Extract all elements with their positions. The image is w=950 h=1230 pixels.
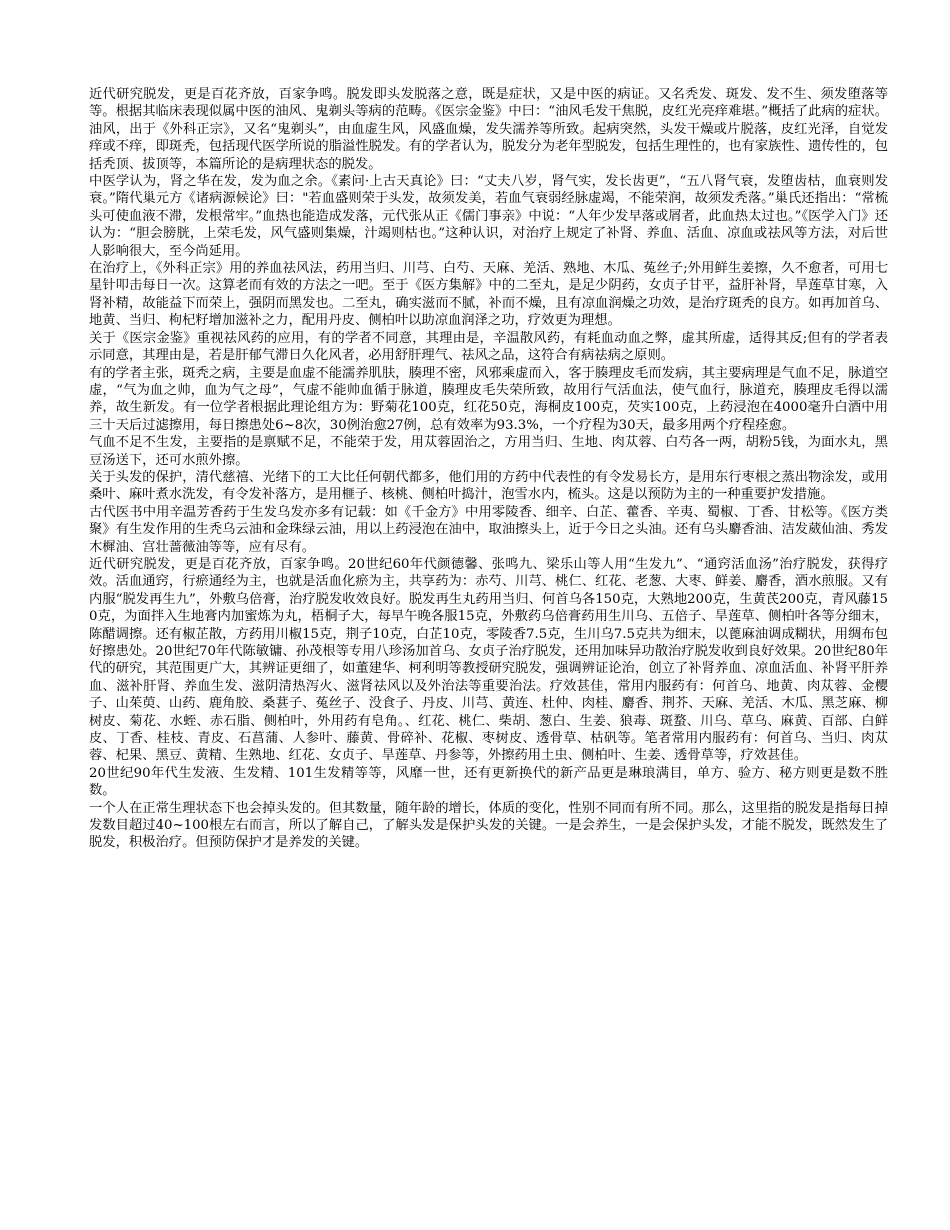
paragraph-6: 气血不足不生发，主要指的是禀赋不足，不能荣于发，用苁蓉固治之，方用当归、生地、肉苁蓉、白芍各一两，胡粉5钱，为面水丸，黑豆汤送下，还可水煎外擦。: [89, 435, 888, 468]
paragraph-1: 近代研究脱发，更是百花齐放，百家争鸣。脱发即头发脱落之意，既是症状，又是中医的病证。又名秃发、斑发、发不生、须发堕落等等。根据其临床表现似属中医的油风、鬼剃头等病的范畴。《医宗金鉴》中曰：“油风毛发干焦脱，皮红光亮痒难堪。”概括了此病的症状。油风，出于《外科正宗》，又名“鬼剃头”，由血虚生风，风盛血燥，发失濡养等所致。起病突然，头发干燥或片脱落，皮红光泽，自觉发痒或不痒，即斑秃，包括现代医学所说的脂溢性脱发。有的学者认为，脱发分为老年型脱发，包括生理性的，也有家族性、遗传性的，包括秃顶、拔顶等，本篇所论的是病理状态的脱发。: [89, 87, 888, 172]
article-body: [89, 86, 888, 852]
paragraph-2: 中医学认为，肾之华在发，发为血之余。《素问·上古天真论》曰：“丈夫八岁，肾气实，发长齿更”，“五八肾气衰，发堕齿枯，血衰则发衰。”隋代巢元方《诸病源候论》曰："若血盛则荣于头发，故须发美，若血气衰弱经脉虚竭，不能荣润，故须发秃落。”巢氏还指出：“常梳头可使血液不滞，发根常牢。”血热也能造成发落，元代张从正《儒门事亲》中说：“人年少发早落或屑者，此血热太过也。”《医学入门》还认为：“胆会膀胱，上荣毛发，风气盛则集燥，汁竭则枯也。”这种认识，对治疗上规定了补肾、养血、活血、凉血或祛风等方法，对后世人影响很大，至今尚延用。: [89, 174, 888, 259]
paragraph-5: 有的学者主张，斑秃之病，主要是血虚不能濡养肌肤，腠理不密，风邪乘虚而入，客于腠理皮毛而发病，其主要病理是气血不足，脉道空虚，“气为血之帅，血为气之母”，气虚不能帅血循于脉道，腠理皮毛失荣所致，故用行气活血法，使气血行，脉道充，腠理皮毛得以濡养，故生新发。有一位学者根据此理论组方为：野菊花100克，红花50克，海桐皮100克，芡实100克，上药浸泡在4000毫升白酒中用三十天后过滤擦用，每日擦患处6~8次，30例治愈27例，总有效率为93.3%，一个疗程为30天，最多用两个疗程痊愈。: [89, 365, 888, 433]
paragraph-8: 古代医书中用辛温芳香药于生发乌发亦多有记载：如《千金方》中用零陵香、细辛、白芷、藿香、辛夷、蜀椒、丁香、甘松等。《医方类聚》有生发作用的生秃乌云油和金珠绿云油，用以上药浸泡在油中，取油擦头上，近于今日之头油。还有乌头麝香油、洁发葳仙油、秀发木樨油、宫壮蔷薇油等等，应有尽有。: [89, 504, 888, 555]
paragraph-3: 在治疗上，《外科正宗》用的养血祛风法，药用当归、川芎、白芍、天麻、羌活、熟地、木瓜、菟丝子;外用鲜生姜擦，久不愈者，可用七星针叩击每日一次。这算老而有效的方法之一吧。至于《医方集解》中的二至丸，是足少阴药，女贞子甘平，益肝补肾，旱莲草甘寒，入肾补精，故能益下而荣上，强阴而黑发也。二至丸，确实滋而不腻，补而不燥，且有凉血润燥之功效，是治疗斑秃的良方。如再加首乌、地黄、当归、枸杞籽增加滋补之力，配用丹皮、侧柏叶以助凉血润泽之功，疗效更为理想。: [89, 261, 888, 329]
paragraph-9: 近代研究脱发，更是百花齐放，百家争鸣。20世纪60年代颜德馨、张鸣九、梁乐山等人用“生发九”、“通窍活血汤”治疗脱发，获得疗效。活血通窍，行瘀通经为主，也就是活血化瘀为主，共享药为：赤芍、川芎、桃仁、红花、老葱、大枣、鲜姜、麝香，酒水煎服。又有内服“脱发再生九”，外敷乌倍膏，治疗脱发收效良好。脱发再生丸药用当归、何首乌各150克，大熟地200克，生黄芪200克，青风藤150克，为面拌入生地膏内加蜜炼为丸，梧桐子大，每早午晚各服15克，外敷药乌倍膏药用生川乌、五倍子、旱莲草、侧柏叶各等分细末，陈醋调擦。还有椒芷散，方药用川椒15克，荆子10克，白芷10克，零陵香7.5克，生川乌7.5克共为细末，以蓖麻油调成糊状，用绸布包好擦患处。20世纪70年代陈敏镛、孙茂根等专用八珍汤加首乌、女贞子治疗脱发，还用加味异功散治疗脱发收到良好效果。20世纪80年代的研究，其范围更广大，其辨证更细了，如董建华、柯利明等教授研究脱发，强调辨证论治，创立了补肾养血、凉血活血、补肾平肝养血、滋补肝肾、养血生发、滋阴清热泻火、滋肾祛风以及外治法等重要治法。疗效甚佳，常用内服药有：何首乌、地黄、肉苁蓉、金樱子、山茱萸、山药、鹿角胶、桑葚子、菟丝子、没食子、丹皮、川芎、黄连、杜仲、肉桂、麝香、荆芥、天麻、羌活、木瓜、黑芝麻、柳树皮、菊花、水蛭、赤石脂、侧柏叶，外用药有皂角。、红花、桃仁、柴胡、葱白、生姜、狼毒、斑蝥、川乌、草乌、麻黄、百部、白鲜皮、丁香、桂枝、青皮、石菖蒲、人参叶、藤黄、骨碎补、花椒、枣树皮、透骨草、枯矾等。笔者常用内服药有：何首乌、当归、肉苁蓉、杞果、黑豆、黄精、生熟地、红花、女贞子、旱莲草、丹参等，外擦药用土虫、侧柏叶、生姜、透骨草等，疗效甚佳。: [89, 556, 889, 764]
paragraph-11: 一个人在正常生理状态下也会掉头发的。但其数量，随年龄的增长，体质的变化，性别不同而有所不同。那么，这里指的脱发是指每日掉发数目超过40~100根左右而言，所以了解自己，了解头发是保护头发的关键。一是会养生，一是会保护头发，才能不脱发，既然发生了脱发，积极治疗。但预防保护才是养发的关键。: [89, 800, 888, 851]
paragraph-7: 关于头发的保护，清代慈禧、光绪下的工大比任何朝代都多，他们用的方药中代表性的有令发易长方，是用东行枣根之蒸出物涂发，或用桑叶、麻叶煮水洗发，有令发补落方，是用榧子、核桃、侧柏叶捣汁，泡雪水内，梳头。这是以预防为主的一种重要护发措施。: [89, 469, 888, 503]
paragraph-10: 20世纪90年代生发液、生发精、101生发精等等，风靡一世，还有更新换代的新产品更是琳琅满目，单方、验方、秘方则更是数不胜数。: [89, 765, 888, 799]
paragraph-4: 关于《医宗金鉴》重视祛风药的应用，有的学者不同意，其理由是，辛温散风药，有耗血动血之弊，虚其所虚，适得其反;但有的学者表示同意，其理由是，若是肝郁气滞日久化风者，必用舒肝理气、祛风之品，这符合有病祛病之原则。: [89, 330, 888, 364]
